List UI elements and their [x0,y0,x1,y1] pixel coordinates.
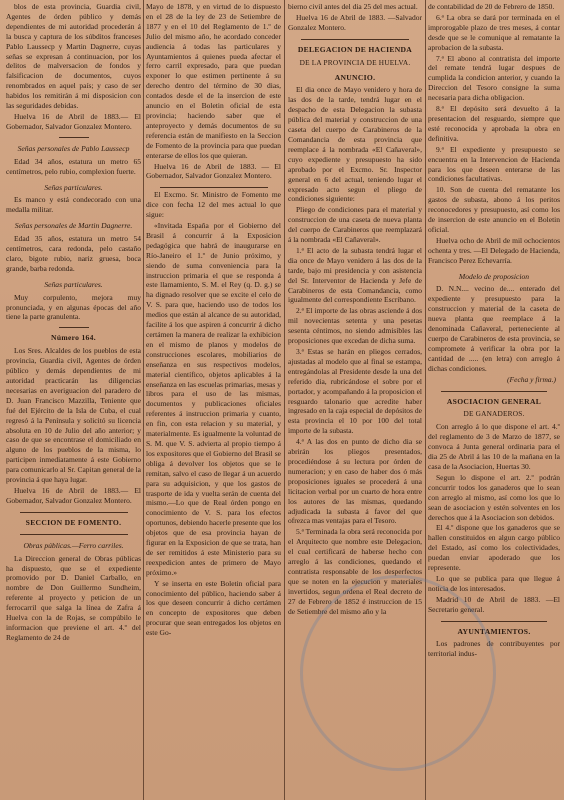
italic-heading: Señas particulares. [44,182,103,192]
section-heading: ASOCIACION GENERAL [446,396,542,406]
paragraph: D. N.N.... vecino de.... enterado del expediente y presupuesto para la construccion y material de la caseta de nueva planta que reemplace á la denominada Cañaveral, perteneciente al cuerpo de Carabineros de esta provincia, se compromete á verificar la obra por la cantidad de ..... (en letra) con arreglo á dichas condiciones. [428,284,560,373]
paragraph: Huelva 16 de Abril de 1883. — El Gobernador, Salvador Gonzalez Montero. [146,161,281,181]
section-heading: Número 164. [51,333,96,343]
paragraph: 3.ª Estas se harán en pliegos cerrados, ajustadas al modelo que al final se estampa, entregándolas al Presidente desde la una del referido dia, rubricándose el sobre por el portador, y acompañando á la proposicion el resguardo talonario que acredite haber ingresado en la caja especial de depósitos de esta provincia el 10 por 100 del total importe de la subasta. [288,347,422,436]
paragraph: Es manco y está condecorado con una medalla militar. [6,195,141,215]
column-rule [284,0,285,800]
paragraph: Madrid 10 de Abril de 1883. —El Secretario general. [428,594,560,614]
paragraph: El dia once de Mayo venidero y hora de las dos de la tarde, tendrá lugar en el despacho de esta Delegacion la subasta pública del material y construccion de una caseta del cuerpo de Carabineros de la Comandancia de esta provincia que reemplace á la nombrada «El Cañaveral», cuyo expediente y presupuesto ha sido aprobado por el Excmo. Sr. Inspector general en 6 del actual, teniendo lugar el expresado acto segun el pliego de condiciones siguiente: [288,85,422,204]
paragraph: Edad 34 años, estatura un metro 65 centímetros, pelo rubio, complexion fuerte. [6,156,141,176]
column-1 [6,2,141,798]
section-subheading: DE LA PROVINCIA DE HUELVA. [299,57,411,67]
paragraph: Muy corpulento, mejora muy pronunciada, y en algunas épocas del año tiene la parte granulenta. [6,292,141,322]
separator-rule [441,391,547,392]
separator-rule [160,187,268,188]
paragraph: 4.ª A las dos en punto de dicho dia se abrirán los pliegos presentados, procediéndose á su lectura por órden de numeracion; y en caso de haber dos ó más proposiciones iguales se procederá á una licitacion verbal por un cuarto de hora entre los autores de las mismas, quedando adjudicada la subasta á favor del que ofrezca mas ventajas para el Tesoro. [288,437,422,526]
column-2 [146,2,281,798]
paragraph: Pliego de condiciones para el material y construccion de una caseta de nueva planta del cuerpo de Carabineros que reemplazará á la nombrada «El Cañaveral». [288,205,422,245]
paragraph: Segun lo dispone el art. 2.º podrán concurrir todos los ganaderos que lo sean con arreglo al mismo, así como los que lo sean de asociacion y estén solventes en los derechos que á la Asociacion son debidos. [428,472,560,522]
separator-rule [20,512,128,513]
paragraph: Con arreglo á lo que dispone el art. 4.º del reglamento de 3 de Marzo de 1877, se convoca á Junta general ordinaria para el dia 25 de Abril á las 10 de la mañana en la casa de la Asociacion, Huertas 30. [428,422,560,471]
paragraph: Huelva 16 de Abril de 1883. —Salvador Gonzalez Montero. [288,12,422,32]
paragraph: Los Sres. Alcaldes de los pueblos de esta provincia, Guardia civil, Agentes de órden público y demás dependientes de mi autoridad practicarán las diligencias necesarias en averiguacion del paradero de D. Juan Francisco Mazzilla, Teniente que fué del Ejército de la Isla de Cuba, el cual regresó á la Península y solicitó su licencia absoluta en 10 de Julio del año anterior; y caso de que se encontrase el domiciliado en alguno de los pueblos de la misma, lo participen inmediatamente á este Gobierno para comunicarlo al Sr. Capitan general de la provincia á que haya lugar. [6,346,141,485]
italic-heading: Obras públicas.—Ferro carriles. [23,540,124,550]
paragraph: bierno civil antes del dia 25 del mes actual. [288,2,418,11]
section-heading: ANUNCIO. [334,72,376,82]
italic-heading: Modelo de proposicion [458,271,530,281]
paragraph: El 4.º dispone que los ganaderos que se hallen constituidos en algun cargo público del Estado, así como los colectividades, puedan enviar apoderado que los represente. [428,523,560,573]
paragraph: Y se inserta en este Boletin oficial para conocimiento del público, haciendo saber á los que deseen concurrir á dicho certámen en concepto de expositores que deben procurar que sean entregados los objetos en este Go- [146,578,281,638]
paragraph: Huelva 16 de Abril de 1883.— El Gobernador, Salvador Gonzalez Montero. [6,485,141,505]
paragraph: 8.ª El depósito será devuelto á la presentacion del resguardo, siempre que esté reconocida y aprobada la obra en definitiva. [428,104,560,143]
section-heading: DELEGACION DE HACIENDA [297,44,413,54]
paragraph: Mayo de 1878, y en virtud de lo dispuesto en el 28 de la ley de 23 de Setiembre de 1877 y en el 10 del Reglamento de 1.º de Julio del mismo año, he acordado conceder audiencia á todas las particulares y Ayuntamientos á quienes pueda afectar el ferro carril expresado, para que puedan exponer lo que estimen pertinente á su derecho dentro del término de 30 dias, contados desde el de la insercion de este anuncio en el Boletin oficial de esta provincia; haciendo saber que el anteproyecto y demás documentos de su referencia están de manifiesto en la Seccion de Fomento de la provincia para que puedan enterarse de ellos los que quieran. [146,2,281,160]
section-heading: AYUNTAMIENTOS. [457,626,531,636]
italic-heading: Señas personales de Pablo Laussecp [17,143,130,153]
paragraph: La Direccion general de Obras públicas ha dispuesto, que se el expediente promovido por D. Daniel Carballo, en nombre de Don Guillermo Sundheim, referente al proyecto y peticion de un ferrocarril que salga la línea de Zafra á Huelva con la de Rojas, se compúbilo le informacion que previene el art. 4.º del Reglamento de 24 de [6,553,141,642]
column-rule [143,0,144,800]
signature-line: (Fecha y firma.) [507,374,556,384]
paragraph: de contabilidad de 20 de Febrero de 1850. [428,2,555,11]
paragraph: blos de esta provincia, Guardia civil, Agentes de órden público y demás dependientes de mi autoridad procederán á la busca y captura de los súbditos franceses Pablo Laussecp y Martin Dagnerre, cuyas señas se expresan á continuacion, por los delitos de malversacion de fondos y falsificacion de documentos, cuyos renombrados en aquel país; y caso de ser habidos los remitirán á mi disposicion con las seguridades debidas. [6,2,141,111]
paragraph: 9.ª El expediente y presupuesto se encuentra en la Intervencion de Hacienda para los que deseen enterarse de las condiciones facultativas. [428,144,560,184]
italic-heading: Señas personales de Martin Dagnerre. [14,221,133,231]
section-subheading: DE GANADEROS. [463,409,525,419]
paragraph: El Excmo. Sr. Ministro de Fomento me dice con fecha 12 del mes actual lo que sigue: [146,190,281,220]
paragraph: Edad 35 años, estatura un metro 54 centímetros, cara redonda, pelo castaño claro, bigote rubio, nariz gruesa, boca grande, barba redonda. [6,234,141,273]
paragraph: Los padrones de contribuyentes por territorial indus- [428,639,560,659]
paragraph: 2.ª El importe de las obras asciende á dos mil novecientas setenta y una pesetas sesenta céntimos, no siendo admisibles las proposiciones que excedan de dicha suma. [288,306,422,346]
paragraph: 5.ª Terminada la obra será reconocida por el Arquitecto que nombre este Delegacion, el cual certificará de haberse hecho con arreglo á las condiciones, quedando el contratista responsable de los desperfectos que se noten en la ejecucion y materiales invertidos, segun ordena el Real decreto de 27 de Febrero de 1852 é instruccion de 15 de Setiembre del mismo año y la [288,527,422,616]
separator-rule [301,39,408,40]
separator-rule [59,327,89,328]
paragraph: 6.ª La obra se dará por terminada en el improrogable plazo de tres meses, á contar desde que se le comunique al rematante la aprobacion de la subasta. [428,12,560,52]
paragraph: Huelva 16 de Abril de 1883.— El Gobernador, Salvador Gonzalez Montero. [6,111,141,131]
paragraph: 7.ª El abono al contratista del importe del remate tendrá lugar despues de cumplida la condicion anterior, y cuando la Direccion del Tesoro consigne la suma necesaria para dicha obligacion. [428,53,560,103]
paragraph: «Invitada España por el Gobierno del Brasil á concurrir á la Exposicion pedagógica que habrá de inaugurarse en Río-Janeiro el 1.º de Junio próximo, y siendo de suma conveniencia para la instruccion primaria el que se responda á este llamamiento, S. M. el Rey (q. D. g.) se ha dignado resolver que se excite el celo de V. S. para que, haciendo uso de todos los medios que están al alcance de su autoridad, facilite á los que aspiren á concurrir á dicho certámen la manera de realizar la exhibicion en el mismo de planos y modelos de construcciones escolares, mobiliarios de enseñanza en sus respectivos modelos, material científico, objetos aplicables á la enseñanza en las escuelas primarias, mesas y libros para el uso de las mismas, documentos y publicaciones oficiales referentes á instruccion primaria y cuanto, en fin, con esta relacion y su material, y materialmente. Es igualmente la voluntad de S. M. que V. S. advierta al propio tiempo á los expositores que el Gobierno del Brasil se obliga á devolver los objetos que se le remitan, salvo el caso de llegar á un acuerdo para su adquisicion, y que los gastos de trasporte de ida y vuelta serán de cuenta del mismo.—Lo que de Real órden pongo en conocimiento de V. S. para los efectos oportunos, debiendo hacerle presente que los objetos que de esa provincia hayan de figurar en la Exposicion de que se trata, han de ser remitidos á este Ministerio para su reexpedicion antes de primero de Mayo próximo.» [146,221,281,577]
paragraph: 10. Son de cuenta del rematante los gastos de subasta, abono á los peritos reconocedores y presupuesto, así como los de insercion de este anuncio en el Boletin oficial. [428,185,560,234]
separator-rule [59,137,89,138]
paragraph: Lo que se publica para que llegue á noticia de los interesados. [428,573,560,593]
paragraph: Huelva ocho de Abril de mil ochocientos ochenta y tres. —El Delegado de Hacienda, Francisco Perez Echevarría. [428,235,560,265]
section-heading: SECCION DE FOMENTO. [25,517,122,527]
italic-heading: Señas particulares. [44,279,103,289]
separator-rule [20,534,128,535]
paragraph: 1.ª El acto de la subasta tendrá lugar el dia once de Mayo venidero á las dos de la tarde, bajo mi presidencia y con asistencia del Sr. Interventor de Hacienda y Jefe de Carabineros de esta Comandancia, como igualmente del correspondiente Escribano. [288,245,422,305]
